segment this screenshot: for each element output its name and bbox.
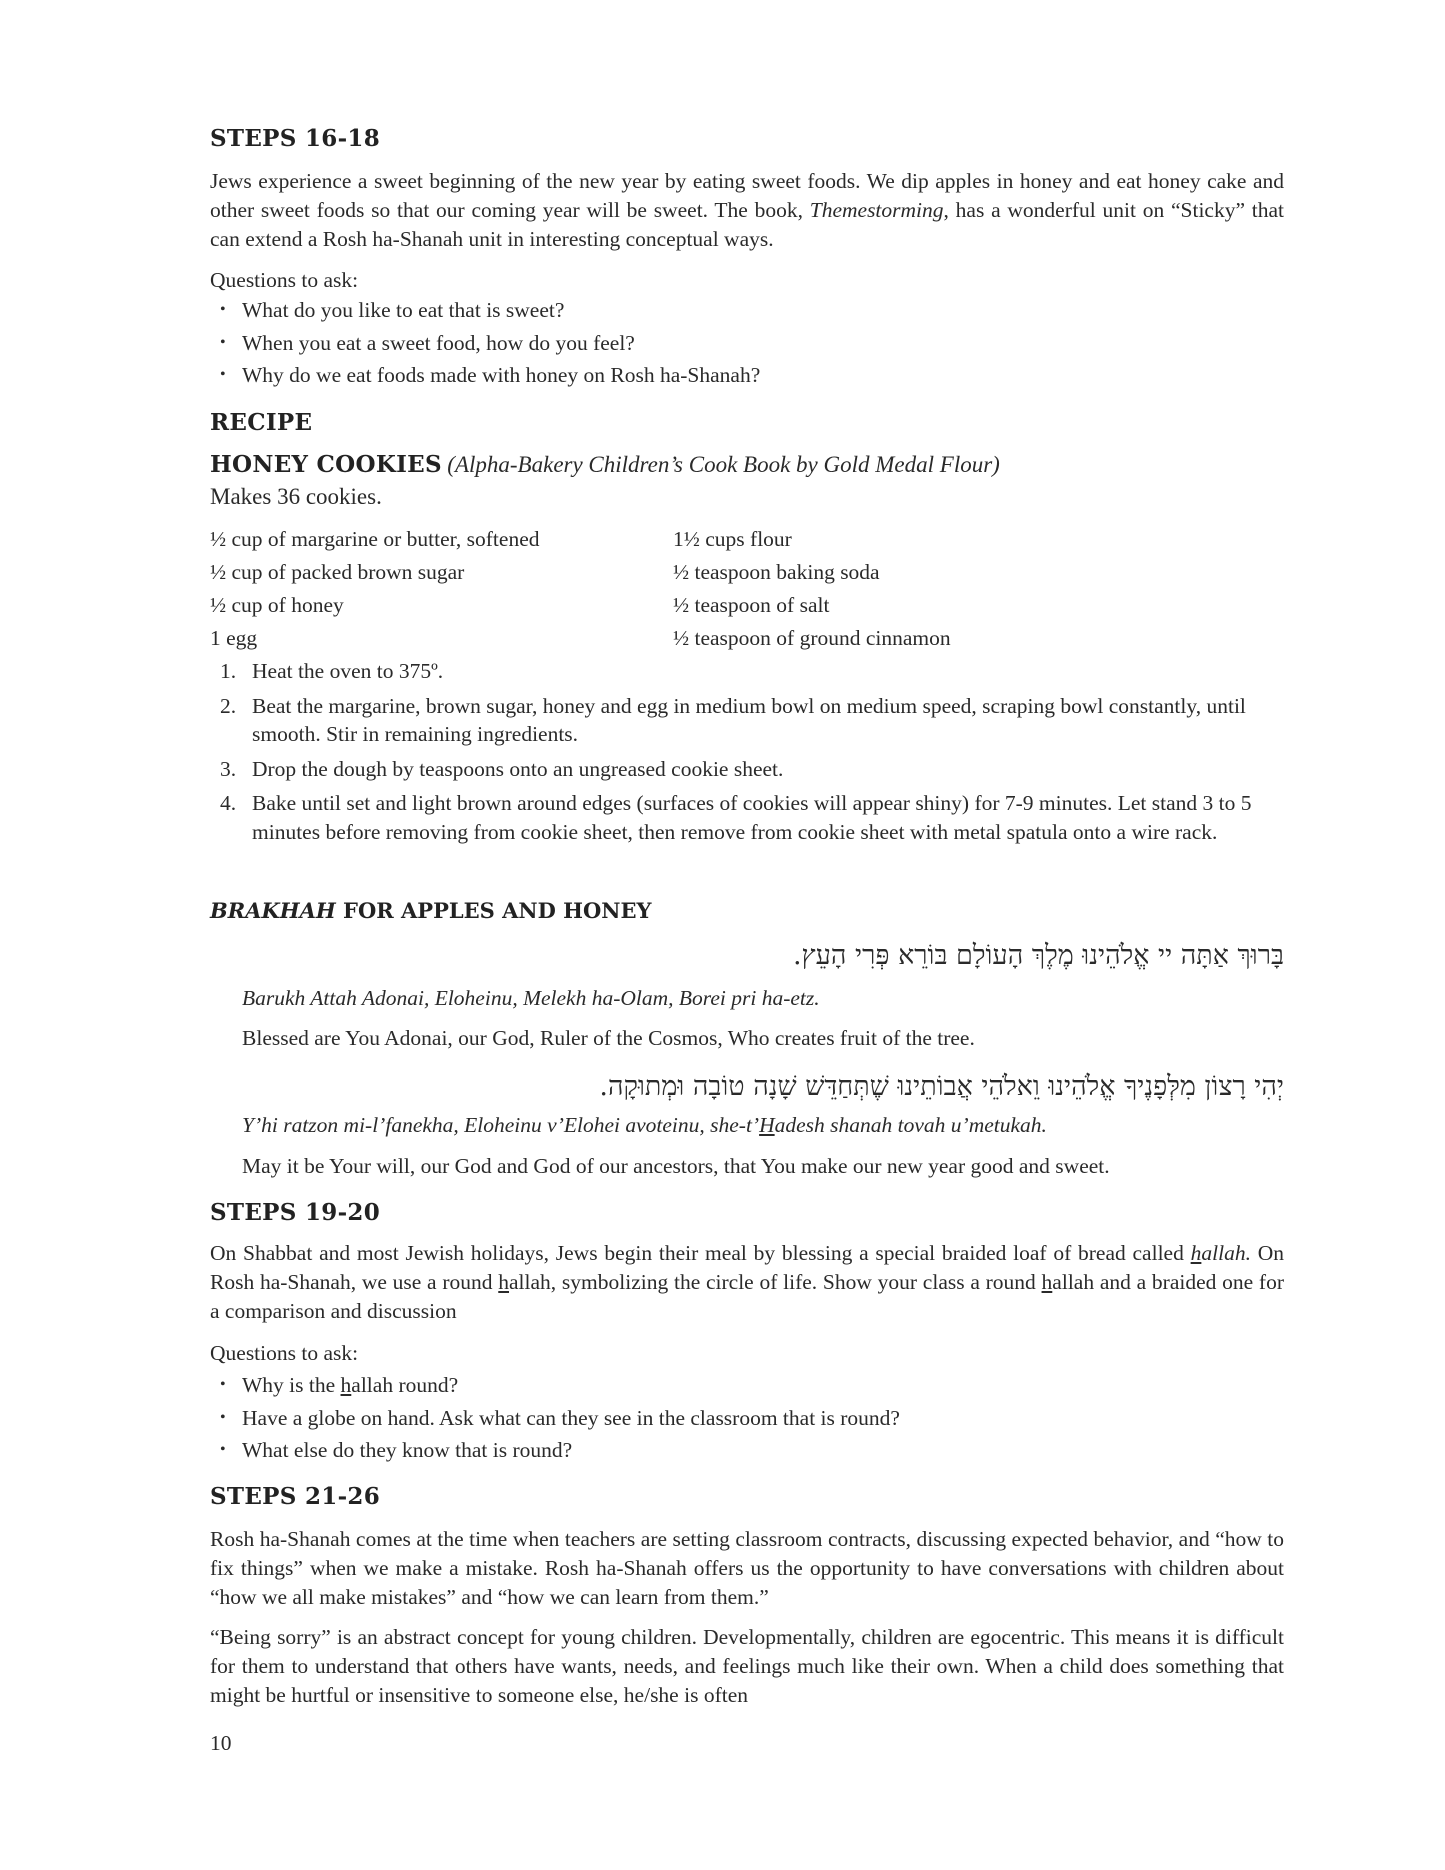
list-item: • When you eat a sweet food, how do you feel? bbox=[210, 327, 1284, 360]
list-item: • What else do they know that is round? bbox=[210, 1434, 1284, 1467]
ingredient: ½ cup of packed brown sugar bbox=[210, 560, 465, 584]
text: On Shabbat and most Jewish holidays, Jews begin their meal by blessing a special braided loaf of bread called bbox=[210, 1241, 1191, 1265]
list-item: • Why do we eat foods made with honey on Rosh ha-Shanah? bbox=[210, 359, 1284, 392]
ingredient: ½ teaspoon of ground cinnamon bbox=[673, 626, 951, 650]
questions-label: Questions to ask: bbox=[210, 268, 359, 292]
step-text: Heat the oven to 375º. bbox=[252, 659, 444, 683]
step-text: Drop the dough by teaspoons onto an ungreased cookie sheet. bbox=[252, 756, 784, 781]
hebrew-blessing-2: יְהִי רָצוֹן מִלְּפָנֶיךָ אֱלֹהֵינוּ וֵאלֹהֵי אֲבוֹתֵינוּ שֶׁתְּחַדֵּשׁ שָׁנָה טוֹבָה וּמְתוּקָה. bbox=[599, 1071, 1284, 1102]
recipe-step bbox=[210, 789, 1284, 846]
questions-list bbox=[210, 1369, 1284, 1467]
ingredient: ½ teaspoon of salt bbox=[673, 593, 830, 617]
text: allah, symbolizing the circle of life. Show your class a round bbox=[509, 1270, 1042, 1294]
questions-list bbox=[210, 294, 1284, 392]
text: adesh shanah tovah u’metukah. bbox=[774, 1113, 1047, 1137]
recipe-step bbox=[210, 657, 1284, 686]
recipe-step bbox=[210, 692, 1284, 749]
section-heading-steps-19-20: STEPS 19-20 bbox=[210, 1199, 381, 1226]
text: h bbox=[1041, 1270, 1053, 1294]
step-text: Beat the margarine, brown sugar, honey and egg in medium bowl on medium speed, scraping bowl constantly, until smooth. Stir in remaining ingredients. bbox=[252, 693, 1246, 746]
list-item: • What do you like to eat that is sweet? bbox=[210, 294, 1284, 327]
ingredient: ½ cup of honey bbox=[210, 593, 344, 617]
heading-italic: BRAKHAH bbox=[210, 898, 336, 923]
brakhah-heading bbox=[210, 896, 1284, 925]
section-heading-recipe: RECIPE bbox=[210, 409, 313, 436]
text: Jews experience a sweet beginning of the new year by eating sweet foods. We dip apples in honey and eat honey cake and other sweet foods so that our coming year will be sweet. The book, bbox=[210, 169, 1284, 222]
recipe-source: (Alpha-Bakery Children’s Cook Book by Gold Medal Flour) bbox=[447, 452, 1000, 477]
list-item: • Have a globe on hand. Ask what can they see in the classroom that is round? bbox=[210, 1402, 1284, 1435]
step-number: 3. bbox=[220, 756, 237, 781]
section-heading-steps-16-18: STEPS 16-18 bbox=[210, 125, 381, 152]
text: Y’hi ratzon mi-l’fanekha, Eloheinu v’Elohei avoteinu, she-t’ bbox=[242, 1113, 760, 1137]
transliteration-1: Barukh Attah Adonai, Eloheinu, Melekh ha-Olam, Borei pri ha-etz. bbox=[242, 986, 820, 1010]
text: On Rosh ha-Shanah, we use a round bbox=[210, 1241, 1284, 1294]
recipe-yield: Makes 36 cookies. bbox=[210, 484, 382, 509]
ingredients-list bbox=[210, 525, 1284, 653]
recipe-steps bbox=[210, 657, 1284, 852]
recipe-step bbox=[210, 755, 1284, 784]
recipe-name: HONEY COOKIES bbox=[210, 451, 442, 478]
paragraph-sweet-foods bbox=[210, 167, 1284, 254]
text: Why is the bbox=[242, 1373, 341, 1397]
ingredient: ½ cup of margarine or butter, softened bbox=[210, 527, 540, 551]
ingredient: ½ teaspoon baking soda bbox=[673, 560, 880, 584]
heading-rest: FOR APPLES AND HONEY bbox=[335, 898, 652, 923]
step-number: 4. bbox=[220, 791, 237, 815]
transliteration-2 bbox=[242, 1111, 1284, 1140]
page-number: 10 bbox=[210, 1731, 232, 1755]
ingredient: 1½ cups flour bbox=[673, 527, 792, 551]
book-title: Themestorming bbox=[809, 198, 944, 222]
ingredient: 1 egg bbox=[210, 626, 258, 650]
text: h bbox=[340, 1373, 352, 1397]
section-heading-steps-21-26: STEPS 21-26 bbox=[210, 1483, 381, 1510]
text: allah round? bbox=[351, 1373, 459, 1397]
text: h bbox=[498, 1270, 510, 1294]
step-text: Bake until set and light brown around edges (surfaces of cookies will appear shiny) for 7-9 minutes. Let stand 3 to 5 minutes before removing from cookie sheet, then remove from cookie sheet with metal spatula onto a wire rack. bbox=[252, 791, 1252, 844]
questions-label: Questions to ask: bbox=[210, 1341, 359, 1365]
paragraph-mistakes: Rosh ha-Shanah comes at the time when teachers are setting classroom contracts, discussing expected behavior, and “how to fix things” when we make a mistake. Rosh ha-Shanah offers us the opportunity to have conversations with children about “how we all make mistakes” and “how we can learn from them.” bbox=[210, 1527, 1284, 1609]
translation-1: Blessed are You Adonai, our God, Ruler of the Cosmos, Who creates fruit of the tree. bbox=[242, 1026, 975, 1050]
translation-2: May it be Your will, our God and God of our ancestors, that You make our new year good and sweet. bbox=[242, 1154, 1110, 1178]
text: allah. bbox=[1201, 1241, 1251, 1265]
step-number: 2. bbox=[220, 693, 237, 718]
paragraph-hallah bbox=[210, 1239, 1284, 1326]
text: allah and a braided one for a comparison and discussion bbox=[210, 1270, 1284, 1323]
hebrew-blessing-1: בָּרוּךְ אַתָּה יי אֱלֹהֵינוּ מֶלֶךְ הָעוֹלָם בּוֹרֵא פְּרִי הָעֵץ. bbox=[792, 940, 1284, 971]
text: , has a wonderful unit on “Sticky” that can extend a Rosh ha-Shanah unit in interesting conceptual ways. bbox=[210, 198, 1284, 251]
text: h bbox=[1190, 1241, 1202, 1265]
text: H bbox=[759, 1113, 775, 1137]
paragraph-being-sorry: “Being sorry” is an abstract concept for young children. Developmentally, children are egocentric. This means it is difficult for them to understand that others have wants, needs, and feelings much like their own. When a child does something that might be hurtful or insensitive to someone else, he/she is often bbox=[210, 1625, 1284, 1707]
list-item bbox=[210, 1369, 1284, 1402]
step-number: 1. bbox=[220, 659, 237, 683]
recipe-title bbox=[210, 450, 1284, 480]
